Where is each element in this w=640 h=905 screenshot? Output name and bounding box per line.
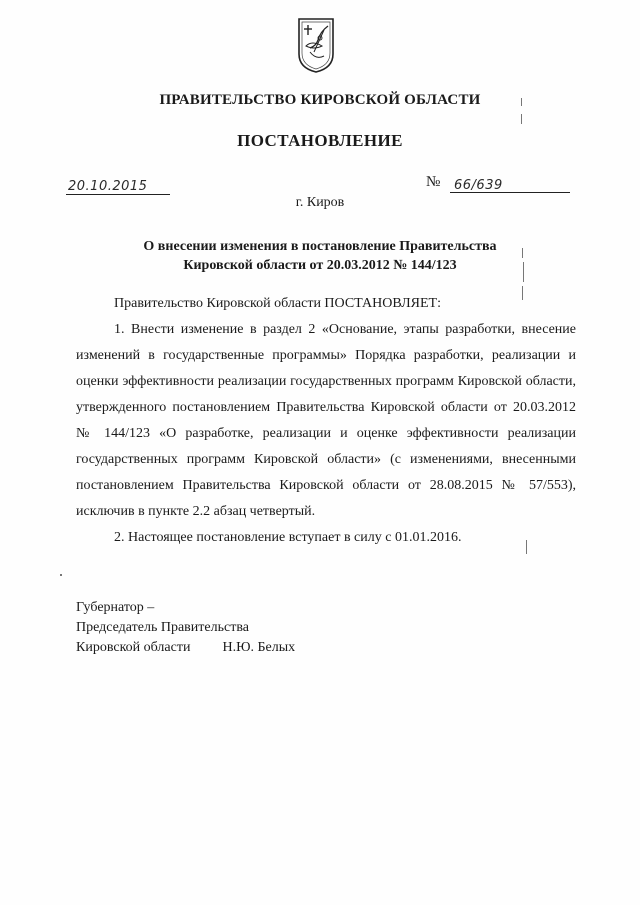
signature-block bbox=[76, 598, 295, 658]
signature-line-1: Губернатор – bbox=[76, 600, 155, 615]
signature-line-3 bbox=[76, 638, 295, 658]
date-handwritten: 20.10.2015 bbox=[68, 179, 148, 194]
item-1: 1. Внести изменение в раздел 2 «Основание, этапы разработки, внесение изменений в государственные программы» Порядка разработки, реализации и оценки эффективности реализации государственных программ Кировской области, утвержденного постановлением Правительства Кировской области от 20.03.2012 № 144/123 «О разработке, реализации и оценке эффективности реализации государственных программ Кировской области» (с изменениями, внесенными постановлением Правительства Кировской области от 28.08.2015 № 57/553), исключив в пункте 2.2 абзац четвертый. bbox=[76, 322, 576, 519]
item-2: 2. Настоящее постановление вступает в силу с 01.01.2016. bbox=[114, 530, 462, 545]
subject-line-2: Кировской области от 20.03.2012 № 144/123 bbox=[183, 258, 457, 273]
document-number bbox=[426, 174, 576, 194]
scan-mark bbox=[60, 574, 62, 576]
scan-mark bbox=[522, 248, 523, 258]
signature-line-2: Председатель Правительства bbox=[76, 620, 249, 635]
document-type: ПОСТАНОВЛЕНИЕ bbox=[237, 131, 403, 150]
kirov-coat-of-arms-icon bbox=[296, 16, 336, 74]
government-title: ПРАВИТЕЛЬСТВО КИРОВСКОЙ ОБЛАСТИ bbox=[159, 92, 481, 108]
number-field bbox=[450, 176, 570, 193]
number-sign: № bbox=[426, 174, 441, 190]
document-body bbox=[76, 291, 576, 551]
document-subject bbox=[110, 237, 530, 275]
subject-line-1: О внесении изменения в постановление Правительства bbox=[143, 239, 497, 254]
signatory-name: Н.Ю. Белых bbox=[222, 640, 296, 655]
signature-region: Кировской области bbox=[76, 640, 191, 655]
scan-mark bbox=[522, 286, 523, 300]
city: г. Киров bbox=[295, 195, 345, 210]
scan-mark bbox=[521, 98, 522, 106]
date-field bbox=[66, 176, 170, 195]
scan-mark bbox=[523, 262, 524, 282]
decree-line: Правительство Кировской области ПОСТАНОВЛЯЕТ: bbox=[114, 296, 441, 311]
scan-mark bbox=[526, 540, 527, 554]
number-handwritten: 66/639 bbox=[454, 178, 503, 193]
scan-mark bbox=[521, 114, 522, 124]
